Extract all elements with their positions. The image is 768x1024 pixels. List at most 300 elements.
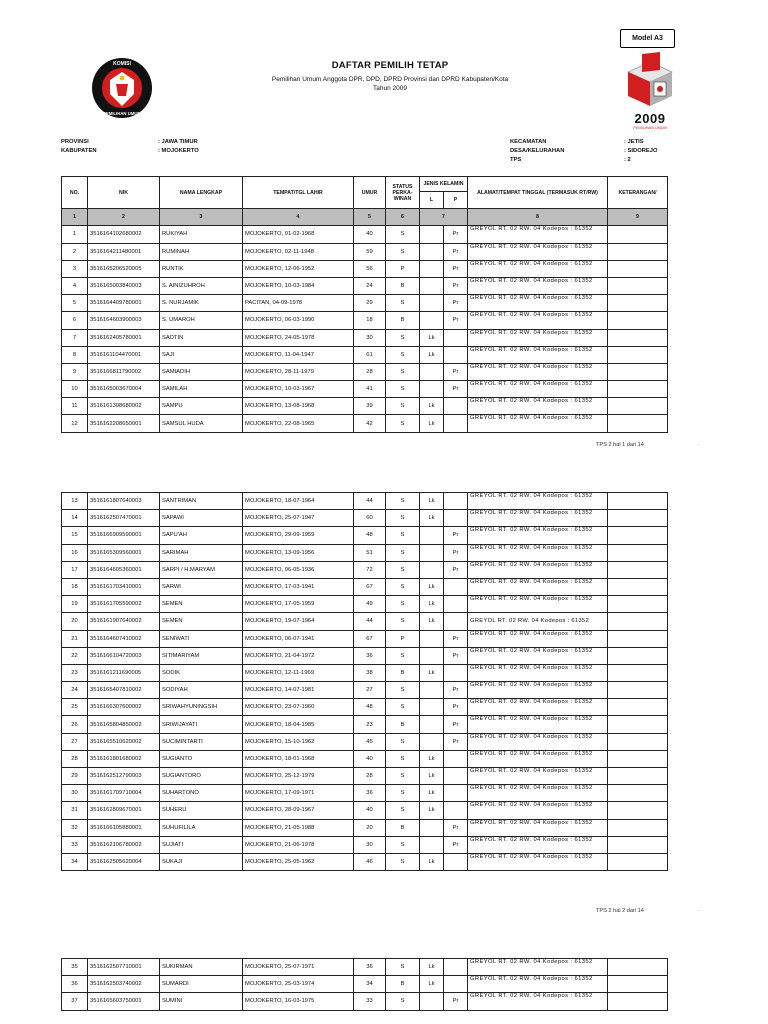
cell-nik: 3516164409780001	[88, 295, 160, 312]
cell-keterangan	[608, 381, 668, 398]
cell-umur: 40	[354, 750, 386, 767]
cell-alamat: GREYOL RT. 02 RW. 04 Kodepos : 61352	[468, 596, 608, 613]
cell-nik: 3516161211690005	[88, 664, 160, 681]
cell-nama: SUGIANTO	[160, 750, 243, 767]
cell-nama: SUHUFILILA	[160, 819, 243, 836]
cell-nik: 3516161709710004	[88, 785, 160, 802]
table-row	[62, 226, 668, 243]
cell-keterangan	[608, 819, 668, 836]
cell-p: Pr	[444, 363, 468, 380]
cell-l	[420, 682, 444, 699]
cell-nama: SARIMAH	[160, 544, 243, 561]
cell-l: Lk	[420, 664, 444, 681]
cell-alamat: GREYOL RT. 02 RW. 04 Kodepos : 61352	[468, 613, 608, 630]
cell-umur: 30	[354, 329, 386, 346]
cell-umur: 24	[354, 277, 386, 294]
cell-keterangan	[608, 993, 668, 1010]
cell-umur: 36	[354, 785, 386, 802]
cell-nik: 3516162503740002	[88, 976, 160, 993]
cell-keterangan	[608, 630, 668, 647]
cell-l: Lk	[420, 802, 444, 819]
cell-l	[420, 312, 444, 329]
cell-l	[420, 630, 444, 647]
cell-p: Pr	[444, 527, 468, 544]
cell-nama: SAMILAH	[160, 381, 243, 398]
col-header-p: P	[444, 192, 468, 209]
col-header-ttl: TEMPAT/TGL LAHIR	[243, 177, 354, 209]
cell-ttl: PACITAN, 04-09-1978	[243, 295, 354, 312]
cell-keterangan	[608, 699, 668, 716]
cell-nik: 3516161801680002	[88, 750, 160, 767]
cell-nama: S. AINIZUHROH	[160, 277, 243, 294]
table-row	[62, 959, 668, 976]
cell-nama: SITIMARIYAM	[160, 647, 243, 664]
cell-status: S	[386, 647, 420, 664]
table-row	[62, 561, 668, 578]
cell-ttl: MOJOKERTO, 14-07-1981	[243, 682, 354, 699]
cell-keterangan	[608, 527, 668, 544]
page-dot: .	[698, 907, 700, 913]
cell-alamat: GREYOL RT. 02 RW. 04 Kodepos : 61352	[468, 630, 608, 647]
cell-nama: SUCIMINTARTI	[160, 733, 243, 750]
cell-alamat: GREYOL RT. 02 RW. 04 Kodepos : 61352	[468, 836, 608, 853]
cell-umur: 44	[354, 493, 386, 510]
cell-p	[444, 415, 468, 432]
cell-no: 36	[62, 976, 88, 993]
col-header-l: L	[420, 192, 444, 209]
voter-table-page-3	[61, 958, 668, 1011]
table-row	[62, 329, 668, 346]
table-row	[62, 346, 668, 363]
col-header-status: STATUS PERKA-WINAN	[386, 177, 420, 209]
ballot-box-icon	[620, 50, 680, 108]
cell-nik: 3516162208650001	[88, 415, 160, 432]
cell-alamat: GREYOL RT. 02 RW. 04 Kodepos : 61352	[468, 578, 608, 595]
table-row	[62, 768, 668, 785]
table-row	[62, 664, 668, 681]
cell-alamat: GREYOL RT. 02 RW. 04 Kodepos : 61352	[468, 785, 608, 802]
col-header-ket: KETERANGAN/	[608, 177, 668, 209]
cell-l: Lk	[420, 578, 444, 595]
document-title-block	[200, 60, 580, 92]
cell-status: S	[386, 561, 420, 578]
cell-no: 11	[62, 398, 88, 415]
cell-ttl: MOJOKERTO, 06-05-1936	[243, 561, 354, 578]
cell-keterangan	[608, 295, 668, 312]
cell-alamat: GREYOL RT. 02 RW. 04 Kodepos : 61352	[468, 527, 608, 544]
cell-status: S	[386, 295, 420, 312]
cell-status: S	[386, 993, 420, 1010]
cell-alamat: GREYOL RT. 02 RW. 04 Kodepos : 61352	[468, 716, 608, 733]
cell-nik: 3516166909590001	[88, 527, 160, 544]
page-gap	[0, 452, 768, 492]
cell-l: Lk	[420, 750, 444, 767]
cell-ttl: MOJOKERTO, 10-03-1984	[243, 277, 354, 294]
cell-status: P	[386, 630, 420, 647]
cell-nama: SODIYAH	[160, 682, 243, 699]
cell-umur: 38	[354, 664, 386, 681]
cell-status: S	[386, 363, 420, 380]
cell-ttl: MOJOKERTO, 29-09-1959	[243, 527, 354, 544]
cell-no: 14	[62, 510, 88, 527]
cell-status: S	[386, 243, 420, 260]
cell-umur: 67	[354, 578, 386, 595]
cell-nama: SAJI	[160, 346, 243, 363]
cell-alamat: GREYOL RT. 02 RW. 04 Kodepos : 61352	[468, 561, 608, 578]
cell-alamat: GREYOL RT. 02 RW. 04 Kodepos : 61352	[468, 853, 608, 870]
cell-l: Lk	[420, 768, 444, 785]
cell-status: S	[386, 768, 420, 785]
cell-l: Lk	[420, 596, 444, 613]
cell-keterangan	[608, 959, 668, 976]
cell-nama: SUMINI	[160, 993, 243, 1010]
cell-status: S	[386, 578, 420, 595]
table-row	[62, 398, 668, 415]
document-subtitle: Pemilihan Umum Anggota DPR, DPD, DPRD Provinsi dan DPRD Kabupaten/Kota	[271, 76, 509, 83]
cell-keterangan	[608, 664, 668, 681]
cell-nama: S. UMAROH	[160, 312, 243, 329]
cell-nama: SENIWATI	[160, 630, 243, 647]
cell-keterangan	[608, 493, 668, 510]
cell-no: 9	[62, 363, 88, 380]
cell-ttl: MOJOKERTO, 21-05-1988	[243, 819, 354, 836]
cell-no: 23	[62, 664, 88, 681]
cell-nama: SUGIANTORO	[160, 768, 243, 785]
cell-nama: SUHERU	[160, 802, 243, 819]
cell-umur: 30	[354, 836, 386, 853]
cell-p: Pr	[444, 381, 468, 398]
cell-l: Lk	[420, 510, 444, 527]
cell-umur: 45	[354, 733, 386, 750]
table-row	[62, 630, 668, 647]
model-label: Model A3	[620, 29, 675, 48]
cell-ttl: MOJOKERTO, 13-08-1968	[243, 398, 354, 415]
cell-keterangan	[608, 836, 668, 853]
table-row	[62, 260, 668, 277]
meta-value: : 2	[624, 157, 631, 163]
table-row	[62, 802, 668, 819]
cell-nik: 3516162512790003	[88, 768, 160, 785]
cell-keterangan	[608, 260, 668, 277]
cell-status: B	[386, 664, 420, 681]
cell-ttl: MOJOKERTO, 25-12-1979	[243, 768, 354, 785]
table-row	[62, 976, 668, 993]
cell-alamat: GREYOL RT. 02 RW. 04 Kodepos : 61352	[468, 768, 608, 785]
table-row	[62, 733, 668, 750]
cell-nik: 3516166104720003	[88, 647, 160, 664]
cell-nik: 3516166105880001	[88, 819, 160, 836]
cell-alamat: GREYOL RT. 02 RW. 04 Kodepos : 61352	[468, 733, 608, 750]
cell-ttl: MOJOKERTO, 25-07-1971	[243, 959, 354, 976]
cell-p: Pr	[444, 733, 468, 750]
cell-ttl: MOJOKERTO, 18-07-1964	[243, 493, 354, 510]
cell-nik: 3516161807640003	[88, 493, 160, 510]
cell-no: 33	[62, 836, 88, 853]
cell-p: Pr	[444, 226, 468, 243]
cell-keterangan	[608, 277, 668, 294]
cell-status: B	[386, 976, 420, 993]
cell-keterangan	[608, 976, 668, 993]
col-number: 4	[243, 209, 354, 226]
cell-no: 21	[62, 630, 88, 647]
col-number: 5	[354, 209, 386, 226]
cell-status: B	[386, 312, 420, 329]
meta-value: : MOJOKERTO	[158, 148, 199, 154]
col-number: 9	[608, 209, 668, 226]
cell-keterangan	[608, 853, 668, 870]
cell-nama: SAMPU	[160, 398, 243, 415]
cell-p	[444, 578, 468, 595]
cell-nik: 3516161703410001	[88, 578, 160, 595]
cell-keterangan	[608, 243, 668, 260]
cell-no: 30	[62, 785, 88, 802]
table-row	[62, 312, 668, 329]
cell-ttl: MOJOKERTO, 11-04-1947	[243, 346, 354, 363]
cell-no: 15	[62, 527, 88, 544]
cell-nama: SANTRIMAN	[160, 493, 243, 510]
cell-no: 37	[62, 993, 88, 1010]
page-2	[0, 492, 768, 932]
cell-l: Lk	[420, 329, 444, 346]
cell-nama: SRIWAHYUNINGSIH	[160, 699, 243, 716]
logo-caption: PEMILIHAN UMUM	[633, 126, 667, 130]
meta-label: TPS	[510, 157, 522, 163]
table-row	[62, 682, 668, 699]
cell-umur: 40	[354, 802, 386, 819]
cell-nik: 3516162507470001	[88, 510, 160, 527]
cell-ttl: MOJOKERTO, 19-07-1964	[243, 613, 354, 630]
meta-left	[61, 138, 199, 156]
cell-ttl: MOJOKERTO, 13-09-1956	[243, 544, 354, 561]
cell-keterangan	[608, 329, 668, 346]
cell-l	[420, 836, 444, 853]
cell-nik: 3516161308680002	[88, 398, 160, 415]
table-row	[62, 363, 668, 380]
cell-p: Pr	[444, 312, 468, 329]
cell-ttl: MOJOKERTO, 18-04-1985	[243, 716, 354, 733]
cell-keterangan	[608, 561, 668, 578]
cell-umur: 40	[354, 226, 386, 243]
cell-ttl: MOJOKERTO, 23-07-1960	[243, 699, 354, 716]
col-number: 7	[420, 209, 468, 226]
cell-ttl: MOJOKERTO, 25-05-1962	[243, 853, 354, 870]
cell-alamat: GREYOL RT. 02 RW. 04 Kodepos : 61352	[468, 346, 608, 363]
cell-status: S	[386, 527, 420, 544]
cell-alamat: GREYOL RT. 02 RW. 04 Kodepos : 61352	[468, 226, 608, 243]
cell-no: 31	[62, 802, 88, 819]
document-year: Tahun 2009	[373, 85, 407, 92]
cell-nama: RUMINAH	[160, 243, 243, 260]
cell-nik: 3516162809670001	[88, 802, 160, 819]
cell-alamat: GREYOL RT. 02 RW. 04 Kodepos : 61352	[468, 260, 608, 277]
cell-l: Lk	[420, 346, 444, 363]
cell-p	[444, 853, 468, 870]
table-row	[62, 295, 668, 312]
document-title: DAFTAR PEMILIH TETAP	[331, 60, 449, 71]
cell-umur: 39	[354, 398, 386, 415]
cell-no: 18	[62, 578, 88, 595]
cell-p: Pr	[444, 647, 468, 664]
cell-l	[420, 647, 444, 664]
cell-p: Pr	[444, 836, 468, 853]
cell-keterangan	[608, 398, 668, 415]
meta-value: : SIDOREJO	[624, 148, 658, 154]
cell-ttl: MOJOKERTO, 16-03-1975	[243, 993, 354, 1010]
cell-p	[444, 785, 468, 802]
cell-status: S	[386, 613, 420, 630]
cell-status: S	[386, 544, 420, 561]
cell-umur: 46	[354, 853, 386, 870]
cell-umur: 20	[354, 819, 386, 836]
voter-table-page-1	[61, 176, 668, 433]
cell-umur: 18	[354, 312, 386, 329]
cell-nik: 3516164607410002	[88, 630, 160, 647]
cell-nama: SUKIRMAN	[160, 959, 243, 976]
meta-label: PROVINSI	[61, 139, 89, 145]
cell-p: Pr	[444, 630, 468, 647]
cell-ttl: MOJOKERTO, 28-11-1979	[243, 363, 354, 380]
table-row	[62, 277, 668, 294]
table-body-page-3	[62, 959, 668, 1011]
meta-value: : JETIS	[624, 139, 644, 145]
cell-alamat: GREYOL RT. 02 RW. 04 Kodepos : 61352	[468, 647, 608, 664]
cell-l	[420, 544, 444, 561]
col-header-alamat: ALAMAT/TEMPAT TINGGAL (TERMASUK RT/RW)	[468, 177, 608, 209]
table-row	[62, 647, 668, 664]
voter-table-page-2	[61, 492, 668, 871]
cell-nik: 3516164102680002	[88, 226, 160, 243]
table-row	[62, 381, 668, 398]
cell-l	[420, 226, 444, 243]
page-footer-1: TPS 2 hal 1 dari 14	[596, 442, 644, 448]
cell-keterangan	[608, 312, 668, 329]
cell-umur: 48	[354, 699, 386, 716]
cell-p: Pr	[444, 561, 468, 578]
col-number: 2	[88, 209, 160, 226]
table-row	[62, 699, 668, 716]
cell-l	[420, 277, 444, 294]
table-row	[62, 716, 668, 733]
cell-ttl: MOJOKERTO, 25-07-1947	[243, 510, 354, 527]
cell-umur: 48	[354, 527, 386, 544]
cell-p	[444, 346, 468, 363]
cell-status: P	[386, 260, 420, 277]
table-row	[62, 527, 668, 544]
cell-umur: 29	[354, 295, 386, 312]
page-footer-2: TPS 2 hal 2 dari 14	[596, 908, 644, 914]
cell-p	[444, 398, 468, 415]
cell-l: Lk	[420, 785, 444, 802]
cell-status: S	[386, 398, 420, 415]
cell-nik: 3516166811790002	[88, 363, 160, 380]
cell-alamat: GREYOL RT. 02 RW. 04 Kodepos : 61352	[468, 699, 608, 716]
cell-p: Pr	[444, 277, 468, 294]
cell-no: 27	[62, 733, 88, 750]
cell-p	[444, 510, 468, 527]
cell-p	[444, 802, 468, 819]
cell-nik: 3516161104470001	[88, 346, 160, 363]
cell-keterangan	[608, 785, 668, 802]
cell-status: B	[386, 716, 420, 733]
cell-nik: 3516165309560001	[88, 544, 160, 561]
cell-no: 6	[62, 312, 88, 329]
pemilu-2009-logo	[620, 50, 680, 132]
table-row	[62, 510, 668, 527]
cell-l	[420, 527, 444, 544]
cell-nama: SAPU'AH	[160, 527, 243, 544]
cell-nik: 3516165206520005	[88, 260, 160, 277]
cell-ttl: MOJOKERTO, 06-07-1941	[243, 630, 354, 647]
cell-l: Lk	[420, 976, 444, 993]
cell-status: S	[386, 226, 420, 243]
cell-ttl: MOJOKERTO, 21-04-1972	[243, 647, 354, 664]
col-header-nama: NAMA LENGKAP	[160, 177, 243, 209]
cell-alamat: GREYOL RT. 02 RW. 04 Kodepos : 61352	[468, 329, 608, 346]
table-row	[62, 853, 668, 870]
cell-nik: 3516165603750001	[88, 993, 160, 1010]
cell-ttl: MOJOKERTO, 25-03-1974	[243, 976, 354, 993]
cell-p	[444, 768, 468, 785]
cell-nama: SAMIADIH	[160, 363, 243, 380]
cell-nama: RUNTIK	[160, 260, 243, 277]
cell-ttl: MOJOKERTO, 12-06-1952	[243, 260, 354, 277]
cell-umur: 44	[354, 613, 386, 630]
cell-p	[444, 596, 468, 613]
cell-umur: 60	[354, 510, 386, 527]
cell-nama: SUKAJI	[160, 853, 243, 870]
cell-nama: RUKIYAH	[160, 226, 243, 243]
col-header-nik: NIK	[88, 177, 160, 209]
cell-l: Lk	[420, 415, 444, 432]
col-number: 3	[160, 209, 243, 226]
cell-l	[420, 819, 444, 836]
cell-nik: 3516162507710001	[88, 959, 160, 976]
cell-ttl: MOJOKERTO, 21-06-1978	[243, 836, 354, 853]
cell-keterangan	[608, 346, 668, 363]
cell-no: 1	[62, 226, 88, 243]
cell-alamat: GREYOL RT. 02 RW. 04 Kodepos : 61352	[468, 682, 608, 699]
cell-no: 34	[62, 853, 88, 870]
cell-no: 16	[62, 544, 88, 561]
table-row	[62, 544, 668, 561]
cell-no: 3	[62, 260, 88, 277]
svg-text:PEMILIHAN UMUM: PEMILIHAN UMUM	[102, 111, 142, 116]
cell-nama: SUJIATI	[160, 836, 243, 853]
cell-nama: SEMEN	[160, 613, 243, 630]
cell-status: S	[386, 733, 420, 750]
cell-umur: 49	[354, 596, 386, 613]
cell-keterangan	[608, 363, 668, 380]
cell-no: 2	[62, 243, 88, 260]
cell-no: 25	[62, 699, 88, 716]
cell-l	[420, 993, 444, 1010]
cell-umur: 59	[354, 243, 386, 260]
cell-l	[420, 243, 444, 260]
cell-l	[420, 561, 444, 578]
page-gap	[0, 932, 768, 958]
meta-value: : JAWA TIMUR	[158, 139, 198, 145]
cell-nama: SARPI / H.MARYAM	[160, 561, 243, 578]
meta-right	[510, 138, 658, 165]
cell-no: 35	[62, 959, 88, 976]
cell-umur: 23	[354, 716, 386, 733]
cell-p: Pr	[444, 993, 468, 1010]
cell-no: 4	[62, 277, 88, 294]
cell-alamat: GREYOL RT. 02 RW. 04 Kodepos : 61352	[468, 993, 608, 1010]
cell-nik: 3516165407810002	[88, 682, 160, 699]
cell-nik: 3516162405780001	[88, 329, 160, 346]
cell-keterangan	[608, 647, 668, 664]
